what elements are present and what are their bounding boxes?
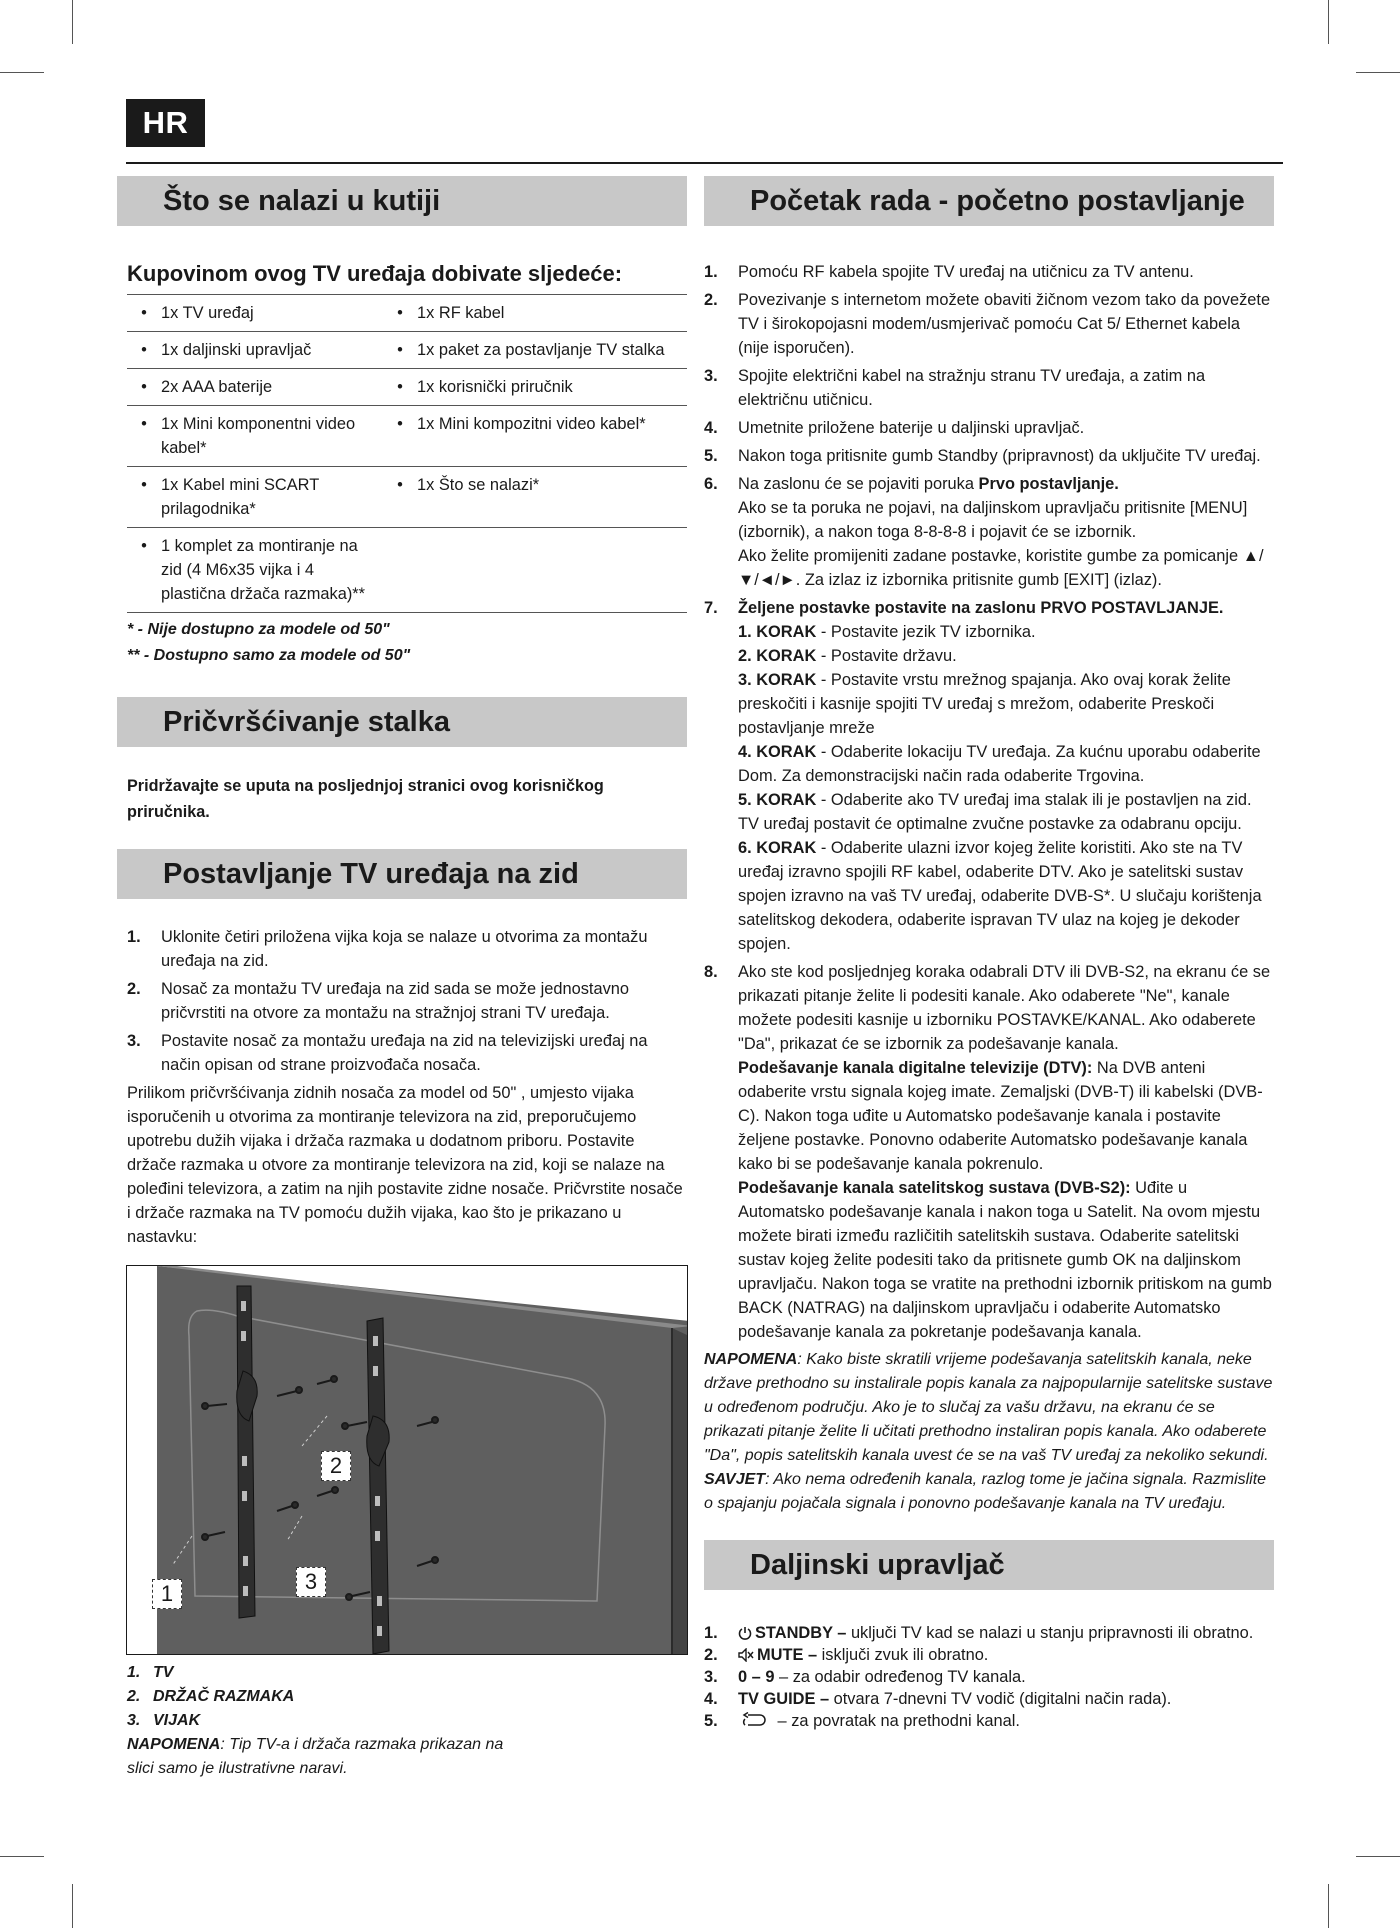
item-number: 3. (704, 1668, 718, 1686)
step-key: 2. KORAK (738, 647, 817, 665)
step-text: Ako želite promijeniti zadane postavke, koristite gumbe za pomicanje ▲/▼/◄/►. Za izlaz iz izbornika pritisnite gumb [EXIT] (izlaz). (738, 547, 1264, 589)
left-column (117, 176, 687, 1781)
figure-label-1: 1 (152, 1579, 182, 1609)
return-icon (740, 1712, 770, 1728)
satellite-note (704, 1348, 1274, 1468)
crop-mark (72, 1884, 73, 1928)
step-text: - Odaberite ako TV uređaj ima stalak ili je postavljen na zid. TV uređaj postavit će optimalne zvučne postavke za odabranu opciju. (738, 791, 1252, 833)
step-text: Nakon toga pritisnite gumb Standby (pripravnost) da uključite TV uređaj. (738, 447, 1261, 465)
bullet: • (141, 304, 147, 322)
list-item (704, 1666, 1274, 1688)
list-item: 8. Ako ste kod posljednjeg koraka odabrali DTV ili DVB-S2, na ekranu će se prikazati pitanje želite li podesiti kanale. Ako odaberete "Ne", kanale možete podesiti kasnije u izborniku POSTAVKE/KANAL. Ako odaberete "Da", prikazat će se izbornik za podešavanje kanala. Podešavanje kanala digitalne televizije (DTV): Na DVB anteni odaberite vrstu signala kojeg imate. Zemaljski (DVB-T) ili kabelski (DVB-C). Nakon toga uđite u Automatsko podešavanje kanala i postavite željene postavke. Ponovno odaberite Automatsko podešavanje kanala kako bi se podešavanje kanala pokrenulo. Podešavanje kanala satelitskog sustava (DVB-S2): Uđite u Automatsko podešavanje kanala i nakon toga u Satelit. Na ovom mjestu možete birati između različitih satelitskih sustava. Odaberite satelitski sustav kojeg želite podesiti tako da pritisnete gumb OK na daljinskom upravljaču. Nakon toga se vratite na prethodni izbornik pritiskom na gumb BACK (NATRAG) na daljinskom upravljaču i odaberite Automatsko podešavanje kanala za pokretanje podešavanja kanala. (704, 960, 1274, 1344)
stand-instructions: Pridržavajte se uputa na posljednjoj stranici ovog korisničkog priručnika. (127, 777, 604, 821)
table-cell: 1x RF kabel (417, 304, 505, 322)
section-title-remote: Daljinski upravljač (704, 1540, 1274, 1590)
table-row (127, 406, 687, 467)
step-key: Podešavanje kanala satelitskog sustava (DVB-S2): (738, 1179, 1131, 1197)
table-cell: 1x Kabel mini SCART prilagodnika* (161, 476, 319, 518)
step-key: 4. KORAK (738, 743, 817, 761)
item-number: 1. (704, 1624, 718, 1642)
bullet: • (141, 476, 147, 494)
table-cell: 1 komplet za montiranje na zid (4 M6x35 vijka i 4 plastična držača razmaka)** (161, 537, 366, 603)
table-row (127, 295, 687, 332)
key-name: STANDBY – (755, 1624, 847, 1642)
step-text: Uđite u Automatsko podešavanje kanala i nakon toga u Satelit. Na ovom mjestu možete birati između različitih satelitskih sustava. Odaberite satelitski sustav kojeg želite podesiti tako da pritisnete gumb OK na daljinskom upravljaču. Nakon toga se vratite na prethodni izbornik pritiskom na gumb BACK (NATRAG) na daljinskom upravljaču i odaberite Automatsko podešavanje kanala za pokretanje podešavanja kanala. (738, 1179, 1272, 1341)
legend-text: DRŽAČ RAZMAKA (153, 1688, 295, 1705)
step-text: Ako se ta poruka ne pojavi, na daljinskom upravljaču pritisnite [MENU] (izbornik), a nakon toga 8-8-8-8 i pojavit će se izbornik. (738, 499, 1248, 541)
list-item: 4. Umetnite priložene baterije u daljinski upravljač. (704, 416, 1274, 440)
box-subtitle: Kupovinom ovog TV uređaja dobivate sljedeće: (127, 261, 623, 286)
tip-label: SAVJET (704, 1471, 766, 1488)
table-row (127, 369, 687, 406)
note-label: NAPOMENA (127, 1736, 221, 1753)
footnote: * - Nije dostupno za modele od 50" (127, 621, 390, 638)
bullet: • (397, 378, 403, 396)
step-text: - Postavite vrstu mrežnog spajanja. Ako ovaj korak želite preskočiti i kasnije spojiti TV uređaj s mrežom, odaberite Preskoči postavljanje mreže (738, 671, 1231, 737)
setup-steps (704, 260, 1274, 1344)
crop-mark (1356, 1856, 1400, 1857)
key-desc: uključi TV kad se nalazi u stanju pripravnosti ili obratno. (846, 1624, 1254, 1642)
step-text: Postavite nosač za montažu uređaja na zid na televizijski uređaj na način opisan od strane proizvođača nosača. (161, 1032, 648, 1074)
section-title-start: Početak rada - početno postavljanje (704, 176, 1274, 226)
step-number: 2. (127, 980, 141, 998)
list-item (704, 1710, 1274, 1732)
footnote: ** - Dostupno samo za modele od 50" (127, 647, 411, 664)
step-key: 5. KORAK (738, 791, 817, 809)
table-cell: 1x paket za postavljanje TV stalka (417, 341, 665, 359)
note-text: : Kako biste skratili vrijeme podešavanja satelitskih kanala, neke države prethodno su instalirale popis kanala za najpopularnije satelitske sustave u određenom području. Ako je to slučaj za vašu državu, na ekranu će se prikazati pitanje želite li učitati prethodno instaliran popis kanala. Ako odaberete "Da", popis satelitskih kanala uvest će se na vaš TV uređaj za nekoliko sekundi. (704, 1351, 1273, 1464)
step-text: Umetnite priložene baterije u daljinski upravljač. (738, 419, 1085, 437)
bullet: • (397, 341, 403, 359)
step-heading: Željene postavke postavite na zaslonu PRVO POSTAVLJANJE. (738, 599, 1224, 617)
table-cell: 1x Mini komponentni video kabel* (161, 415, 356, 457)
figure-label-3: 3 (296, 1567, 326, 1597)
list-item (704, 1622, 1274, 1644)
step-key: 6. KORAK (738, 839, 817, 857)
key-name: 0 – 9 (738, 1668, 775, 1686)
legend-number: 3. (127, 1712, 141, 1729)
list-item: 6. Na zaslonu će se pojaviti poruka Prvo postavljanje. Ako se ta poruka ne pojavi, na daljinskom upravljaču pritisnite [MENU] (izbornik), a nakon toga 8-8-8-8 i pojavit će se izbornik. Ako želite promijeniti zadane postavke, koristite gumbe za pomicanje ▲/▼/◄/►. Za izlaz iz izbornika pritisnite gumb [EXIT] (izlaz). (704, 472, 1274, 592)
list-item (704, 1644, 1274, 1666)
table-cell (383, 534, 687, 606)
key-desc: otvara 7-dnevni TV vodič (digitalni način rada). (829, 1690, 1172, 1708)
legend-number: 1. (127, 1664, 141, 1681)
list-item: 7. Željene postavke postavite na zaslonu PRVO POSTAVLJANJE. 1. KORAK - Postavite jezik TV izbornika. 2. KORAK - Postavite državu. 3. KORAK - Postavite vrstu mrežnog spajanja. Ako ovaj korak želite preskočiti i kasnije spojiti TV uređaj s mrežom, odaberite Preskoči postavljanje mreže 4. KORAK - Odaberite lokaciju TV uređaja. Za kućnu uporabu odaberite Dom. Za demonstracijski način rada odaberite Trgovina. 5. KORAK - Odaberite ako TV uređaj ima stalak ili je postavljen na zid. TV uređaj postavit će optimalne zvučne postavke za odabranu opciju. 6. KORAK - Odaberite ulazni izvor kojeg želite koristiti. Ako ste na TV uređaj izravno spojili RF kabel, odaberite DTV. Ako je satelitski sustav spojen izravno na vaš TV uređaj, odaberite DVB-S*. U slučaju korištenja satelitskog dekodera, odaberite ispravan TV ulaz na kojeg je dekoder spojen. (704, 596, 1274, 956)
list-item: 5. Nakon toga pritisnite gumb Standby (pripravnost) da uključite TV uređaj. (704, 444, 1274, 468)
list-item (127, 1709, 687, 1733)
section-title-stand: Pričvršćivanje stalka (117, 697, 687, 747)
language-badge: HR (126, 99, 205, 147)
bullet: • (141, 537, 147, 555)
bullet: • (397, 415, 403, 433)
table-row (127, 332, 687, 369)
step-text: - Postavite državu. (816, 647, 957, 665)
tip-note (704, 1468, 1274, 1516)
key-name: TV GUIDE – (738, 1690, 830, 1708)
bullet: • (141, 415, 147, 433)
item-number: 4. (704, 1690, 718, 1708)
wall-mount-illustration (127, 1266, 688, 1655)
step-number: 1. (127, 928, 141, 946)
step-text: Na DVB anteni odaberite vrstu signala kojeg imate. Zemaljski (DVB-T) ili kabelski (DVB-C). Nakon toga uđite u Automatsko podešavanje kanala i postavite željene postavke. Ponovno odaberite Automatsko podešavanje kanala kako bi se podešavanje kanala pokrenulo. (738, 1059, 1263, 1173)
crop-mark (72, 0, 73, 44)
crop-mark (1356, 72, 1400, 73)
bullet: • (141, 341, 147, 359)
legend-number: 2. (127, 1688, 141, 1705)
note-label: NAPOMENA (704, 1351, 798, 1368)
step-text: - Postavite jezik TV izbornika. (816, 623, 1036, 641)
table-cell: 1x Mini kompozitni video kabel* (417, 415, 646, 433)
bullet: • (141, 378, 147, 396)
figure-label-2: 2 (321, 1451, 351, 1481)
power-icon (738, 1626, 752, 1640)
tip-text: : Ako nema određenih kanala, razlog tome je jačina signala. Razmislite o spajanju pojačala signala i ponovno podešavanje kanala na TV uređaju. (704, 1471, 1267, 1512)
bullet: • (397, 304, 403, 322)
step-text: Ako ste kod posljednjeg koraka odabrali DTV ili DVB-S2, na ekranu će se prikazati pitanje želite li podesiti kanale. Ako odaberete "Ne", kanale možete podesiti kasnije u izborniku POSTAVKE/KANAL. Ako odaberete "Da", prikazat će se izbornik za podešavanje kanala. (738, 963, 1271, 1053)
table-cell: 1x TV uređaj (161, 304, 254, 322)
section-title-box: Što se nalazi u kutiji (117, 176, 687, 226)
crop-mark (1328, 0, 1329, 44)
step-text: Na zaslonu će se pojaviti poruka (738, 475, 979, 493)
table-row (127, 528, 687, 613)
section-title-wall: Postavljanje TV uređaja na zid (117, 849, 687, 899)
step-number: 3. (127, 1032, 141, 1050)
key-desc: – za povratak na prethodni kanal. (773, 1712, 1020, 1730)
legend-text: VIJAK (153, 1712, 201, 1729)
step-text: - Odaberite ulazni izvor kojeg želite koristiti. Ako ste na TV uređaj izravno spojili RF kabel, odaberite DTV. Ako je satelitski sustav spojen izravno na vaš TV uređaj, odaberite DVB-S*. U slučaju korištenja satelitskog dekodera, odaberite ispravan TV ulaz na kojeg je dekoder spojen. (738, 839, 1262, 953)
box-contents-table (127, 294, 687, 613)
wall-steps (127, 925, 687, 1077)
list-item (127, 1661, 687, 1685)
item-number: 5. (704, 1712, 718, 1730)
remote-keys (704, 1622, 1274, 1732)
step-text: Povezivanje s internetom možete obaviti žičnom vezom tako da povežete TV i širokopojasni modem/usmjerivač pomoću Cat 5/ Ethernet kabela (nije isporučen). (738, 291, 1271, 357)
table-cell: 1x daljinski upravljač (161, 341, 312, 359)
key-name: MUTE – (757, 1646, 818, 1664)
figure-legend (127, 1661, 687, 1733)
list-item (704, 1688, 1274, 1710)
wall-mount-figure (126, 1265, 688, 1655)
step-key: 3. KORAK (738, 671, 817, 689)
crop-mark (0, 72, 44, 73)
crop-mark (0, 1856, 44, 1857)
step-key: 1. KORAK (738, 623, 817, 641)
list-item: 1. Pomoću RF kabela spojite TV uređaj na utičnicu za TV antenu. (704, 260, 1274, 284)
list-item (127, 977, 687, 1025)
key-desc: – za odabir određenog TV kanala. (774, 1668, 1026, 1686)
list-item (127, 1029, 687, 1077)
list-item (127, 1685, 687, 1709)
step-key: Podešavanje kanala digitalne televizije (DTV): (738, 1059, 1093, 1077)
figure-note (127, 1733, 507, 1781)
right-column (704, 176, 1274, 1732)
step-text: Nosač za montažu TV uređaja na zid sada se može jednostavno pričvrstiti na otvore za montažu na stražnjoj strani TV uređaja. (161, 980, 630, 1022)
key-desc: isključi zvuk ili obratno. (817, 1646, 989, 1664)
list-item: 2. Povezivanje s internetom možete obaviti žičnom vezom tako da povežete TV i širokopojasni modem/usmjerivač pomoću Cat 5/ Ethernet kabela (nije isporučen). (704, 288, 1274, 360)
step-text: Uklonite četiri priložena vijka koja se nalaze u otvorima za montažu uređaja na zid. (161, 928, 648, 970)
table-row (127, 467, 687, 528)
legend-text: TV (153, 1664, 174, 1681)
bullet: • (397, 476, 403, 494)
step-text: Spojite električni kabel na stražnju stranu TV uređaja, a zatim na električnu utičnicu. (738, 367, 1206, 409)
list-item: 3. Spojite električni kabel na stražnju stranu TV uređaja, a zatim na električnu utičnicu. (704, 364, 1274, 412)
step-text: - Odaberite lokaciju TV uređaja. Za kućnu uporabu odaberite Dom. Za demonstracijski način rada odaberite Trgovina. (738, 743, 1261, 785)
crop-mark (1328, 1884, 1329, 1928)
step-text: Pomoću RF kabela spojite TV uređaj na utičnicu za TV antenu. (738, 263, 1194, 281)
step-emphasis: Prvo postavljanje. (978, 475, 1119, 493)
table-cell: 1x korisnički priručnik (417, 378, 573, 396)
table-cell: 2x AAA baterije (161, 378, 273, 396)
list-item (127, 925, 687, 973)
table-cell: 1x Što se nalazi* (417, 476, 540, 494)
wall-paragraph: Prilikom pričvršćivanja zidnih nosača za model od 50" , umjesto vijaka isporučenih u otvorima za montiranje televizora na zid, preporučujemo upotrebu dužih vijaka i držača razmaka u dodatnom priboru. Postavite držače razmaka u otvore za montiranje televizora na zid, koji se nalaze na poleđini televizora, a zatim na njih postavite zidne nosače. Pričvrstite nosače i držače razmaka na TV pomoću dužih vijaka, kao što je prikazano u nastavku: (127, 1084, 683, 1246)
note-text: : Tip TV-a i držača razmaka prikazan na slici samo je ilustrativne naravi. (127, 1736, 504, 1777)
header-rule (126, 162, 1283, 164)
item-number: 2. (704, 1646, 718, 1664)
mute-icon (738, 1648, 754, 1662)
